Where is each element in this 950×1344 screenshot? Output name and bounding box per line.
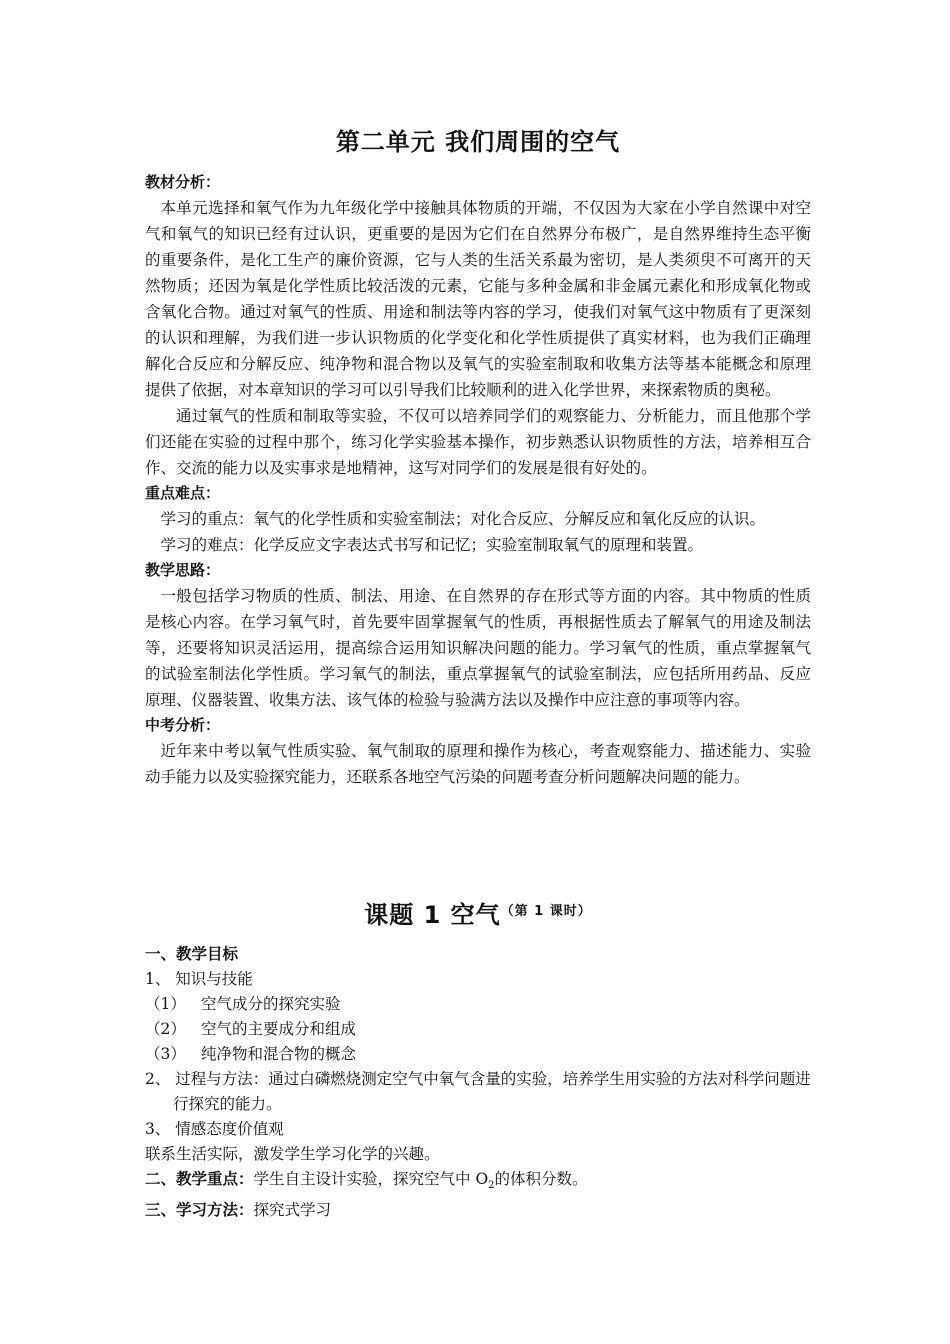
- teaching-focus: [145, 1167, 811, 1198]
- lesson-body: [145, 942, 811, 1223]
- section-label-analysis: 教材分析：: [145, 173, 221, 191]
- analysis-paragraph-1: 本单元选择和氧气作为九年级化学中接触具体物质的开端，不仅因为大家在小学自然课中对空气和氧气的知识已经有过认识，更重要的是因为它们在自然界分布极广，是自然界维持生态平衡的重要条件，是化工生产的廉价资源，它与人类的生活关系最为密切，是人类须臾不可离开的天然物质；还因为氧是化学性质比较活泼的元素，它能与多种金属和非金属元素化和形成氧化物或含氧化合物。通过对氧气的性质、用途和制法等内容的学习，使我们对氧气这中物质有了更深刻的认识和理解，为我们进一步认识物质的化学变化和化学性质提供了真实材料，也为我们正确理解化合反应和分解反应、纯净物和混合物以及氧气的实验室制取和收集方法等基本能概念和原理提供了依据，对本章知识的学习可以引导我们比较顺利的进入化学世界，来探索物质的奥秘。: [145, 199, 811, 399]
- exam-analysis-paragraph: 近年来中考以氧气性质实验、氧气制取的原理和操作为核心，考查观察能力、描述能力、实验动手能力以及实验探究能力，还联系各地空气污染的问题考查分析问题解决问题的能力。: [145, 742, 811, 786]
- sub-item: [145, 992, 811, 1017]
- learning-method-text: 探究式学习: [253, 1201, 332, 1220]
- lesson-title: [145, 895, 811, 930]
- lesson-title-main: 课题 1 空气: [364, 901, 501, 929]
- approach-paragraph: 一般包括学习物质的性质、制法、用途、在自然界的存在形式等方面的内容。其中物质的性质是核心内容。在学习氧气时，首先要牢固掌握氧气的性质，再根据性质去了解氧气的用途及制法等，还要将知识灵活运用，提高综合运用知识解决问题的能力。学习氧气的性质，重点掌握氧气的试验室制法化学性质。学习氧气的制法，重点掌握氧气的试验室制法，应包括所用药品、反应原理、仪器装置、收集方法、该气体的检验与验满方法以及操作中应注意的事项等内容。: [145, 587, 811, 709]
- learning-method: [145, 1198, 811, 1223]
- sub-item-number: （2）: [145, 1020, 186, 1038]
- sub-item-text: 纯净物和混合物的概念: [201, 1045, 357, 1063]
- difficulty-item: 学习的难点：化学反应文字表达式书写和记忆；实验室制取氧气的原理和装置。: [160, 536, 704, 554]
- goal-attitude: 3、 情感态度价值观: [145, 1120, 284, 1138]
- lesson-title-note: （第 1 课时）: [500, 904, 592, 919]
- unit-body: [145, 170, 811, 790]
- sub-item: [145, 1042, 811, 1067]
- sub-item-text: 空气成分的探究实验: [201, 995, 341, 1013]
- section-label-key-points: 重点难点：: [145, 484, 221, 502]
- sub-item-text: 空气的主要成分和组成: [201, 1020, 357, 1038]
- teaching-focus-label: 二、教学重点：: [145, 1170, 254, 1188]
- key-point-item: 学习的重点：氧气的化学性质和实验室制法；对化合反应、分解反应和氧化反应的认识。: [160, 510, 766, 528]
- teaching-focus-text-b: 的体积分数。: [494, 1170, 588, 1188]
- teaching-focus-subscript: 2: [488, 1180, 495, 1192]
- section-label-teaching-approach: 教学思路：: [145, 561, 221, 579]
- goals-heading: 一、教学目标: [145, 945, 239, 963]
- section-label-exam-analysis: 中考分析：: [145, 716, 221, 734]
- goal-attitude-text: 联系生活实际，激发学生学习化学的兴趣。: [145, 1145, 440, 1163]
- sub-item-number: （3）: [145, 1045, 186, 1063]
- sub-item-number: （1）: [145, 995, 186, 1013]
- goal-knowledge: 1、 知识与技能: [145, 970, 253, 988]
- goal-process: 2、 过程与方法：通过白磷燃烧测定空气中氧气含量的实验，培养学生用实验的方法对科学问题进行探究的能力。: [145, 1070, 811, 1113]
- sub-item: [145, 1017, 811, 1042]
- teaching-focus-text-a: 学生自主设计实验，探究空气中 O: [253, 1170, 489, 1188]
- analysis-paragraph-2: 通过氧气的性质和制取等实验，不仅可以培养同学们的观察能力、分析能力，而且他那个学们还能在实验的过程中那个，练习化学实验基本操作，初步熟悉认识物质性的方法，培养相互合作、交流的能力以及实事求是地精神，这写对同学们的发展是很有好处的。: [145, 407, 811, 477]
- unit-title: 第二单元 我们周围的空气: [335, 128, 621, 156]
- learning-method-label: 三、学习方法：: [145, 1201, 254, 1220]
